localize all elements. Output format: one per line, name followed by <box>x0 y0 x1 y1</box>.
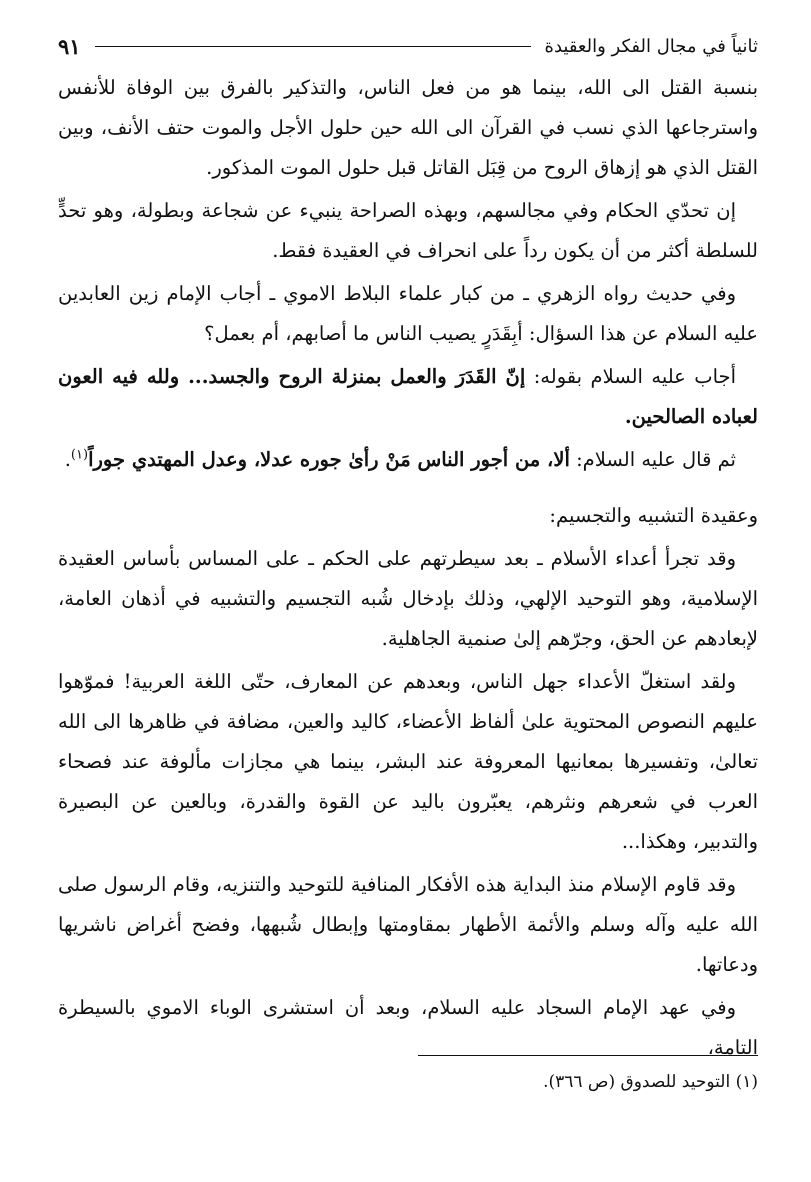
footnote: (١) التوحيد للصدوق (ص ٣٦٦). <box>543 1072 758 1092</box>
paragraph-8: وقد قاوم الإسلام منذ البداية هذه الأفكار المنافية للتوحيد والتنزيه، وقام الرسول صلى الله عليه وآله وسلم والأئمة الأطهار بمقاومتها وإبطال شُبهها، وفضح أغراض ناشريها ودعاتها. <box>58 873 758 976</box>
section-heading: وعقيدة التشبيه والتجسيم: <box>549 504 758 527</box>
running-header-title: ثانياً في مجال الفكر والعقيدة <box>544 35 758 57</box>
paragraph-4-intro: أجاب عليه السلام بقوله: <box>533 365 737 388</box>
paragraph-5-quote: ألا، من أجور الناس مَنْ رأىٰ جوره عدلا، وعدل المهتدي جوراً <box>88 448 570 471</box>
footnote-rule <box>418 1055 758 1056</box>
paragraph-5 <box>58 440 758 480</box>
paragraph-5-end: . <box>64 448 71 471</box>
footnote-reference: (١) <box>70 447 89 463</box>
running-header <box>58 30 758 62</box>
book-page <box>58 30 758 1150</box>
paragraph-6: وقد تجرأ أعداء الأسلام ـ بعد سيطرتهم على الحكم ـ على المساس بأساس العقيدة الإسلامية، وهو التوحيد الإلهي، وذلك بإدخال شُبه التجسيم والتشبيه في أذهان العامة، لإبعادهم عن الحق، وجرّهم إلىٰ صنمية الجاهلية. <box>58 547 758 650</box>
paragraph-7: ولقد استغلّ الأعداء جهل الناس، وبعدهم عن المعارف، حتّى اللغة العربية! فموّهوا عليهم النصوص المحتوية علىٰ ألفاظ الأعضاء، كاليد والعين، مضافة في ظاهرها الى الله تعالىٰ، وتفسيرها بمعانيها المعروفة عند البشر، بينما هي مجازات مألوفة عند فصحاء العرب في شعرهم ونثرهم، يعبّرون باليد عن القوة والقدرة، وبالعين عن البصيرة والتدبير، وهكذا... <box>58 670 758 853</box>
paragraph-2: إن تحدّي الحكام وفي مجالسهم، وبهذه الصراحة ينبيء عن شجاعة وبطولة، وهو تحدٍّ للسلطة أكثر من أن يكون رداً على انحراف في العقيدة فقط. <box>58 199 758 262</box>
paragraph-1: بنسبة القتل الى الله، بينما هو من فعل الناس، والتذكير بالفرق بين الوفاة للأنفس واسترجاعها الذي نسب في القرآن الى الله حين حلول الأجل والموت حتف الأنف، وبين القتل الذي هو إزهاق الروح من قِبَل القاتل قبل حلول الموت المذكور. <box>58 76 758 179</box>
header-rule <box>95 46 531 47</box>
body-text <box>58 68 758 1068</box>
paragraph-9: وفي عهد الإمام السجاد عليه السلام، وبعد أن استشرى الوباء الاموي بالسيطرة التامة، <box>58 996 758 1059</box>
paragraph-3: وفي حديث رواه الزهري ـ من كبار علماء البلاط الاموي ـ أجاب الإمام زين العابدين عليه السلام عن هذا السؤال: أبِقَدَرٍ يصيب الناس ما أصابهم، أم بعمل؟ <box>58 282 758 345</box>
page-number: ٩١ <box>58 33 81 59</box>
paragraph-4 <box>58 357 758 437</box>
paragraph-4-quote: إنّ القَدَرَ والعمل بمنزلة الروح والجسد... ولله فيه العون لعباده الصالحين. <box>58 365 758 428</box>
paragraph-5-intro: ثم قال عليه السلام: <box>576 448 736 471</box>
